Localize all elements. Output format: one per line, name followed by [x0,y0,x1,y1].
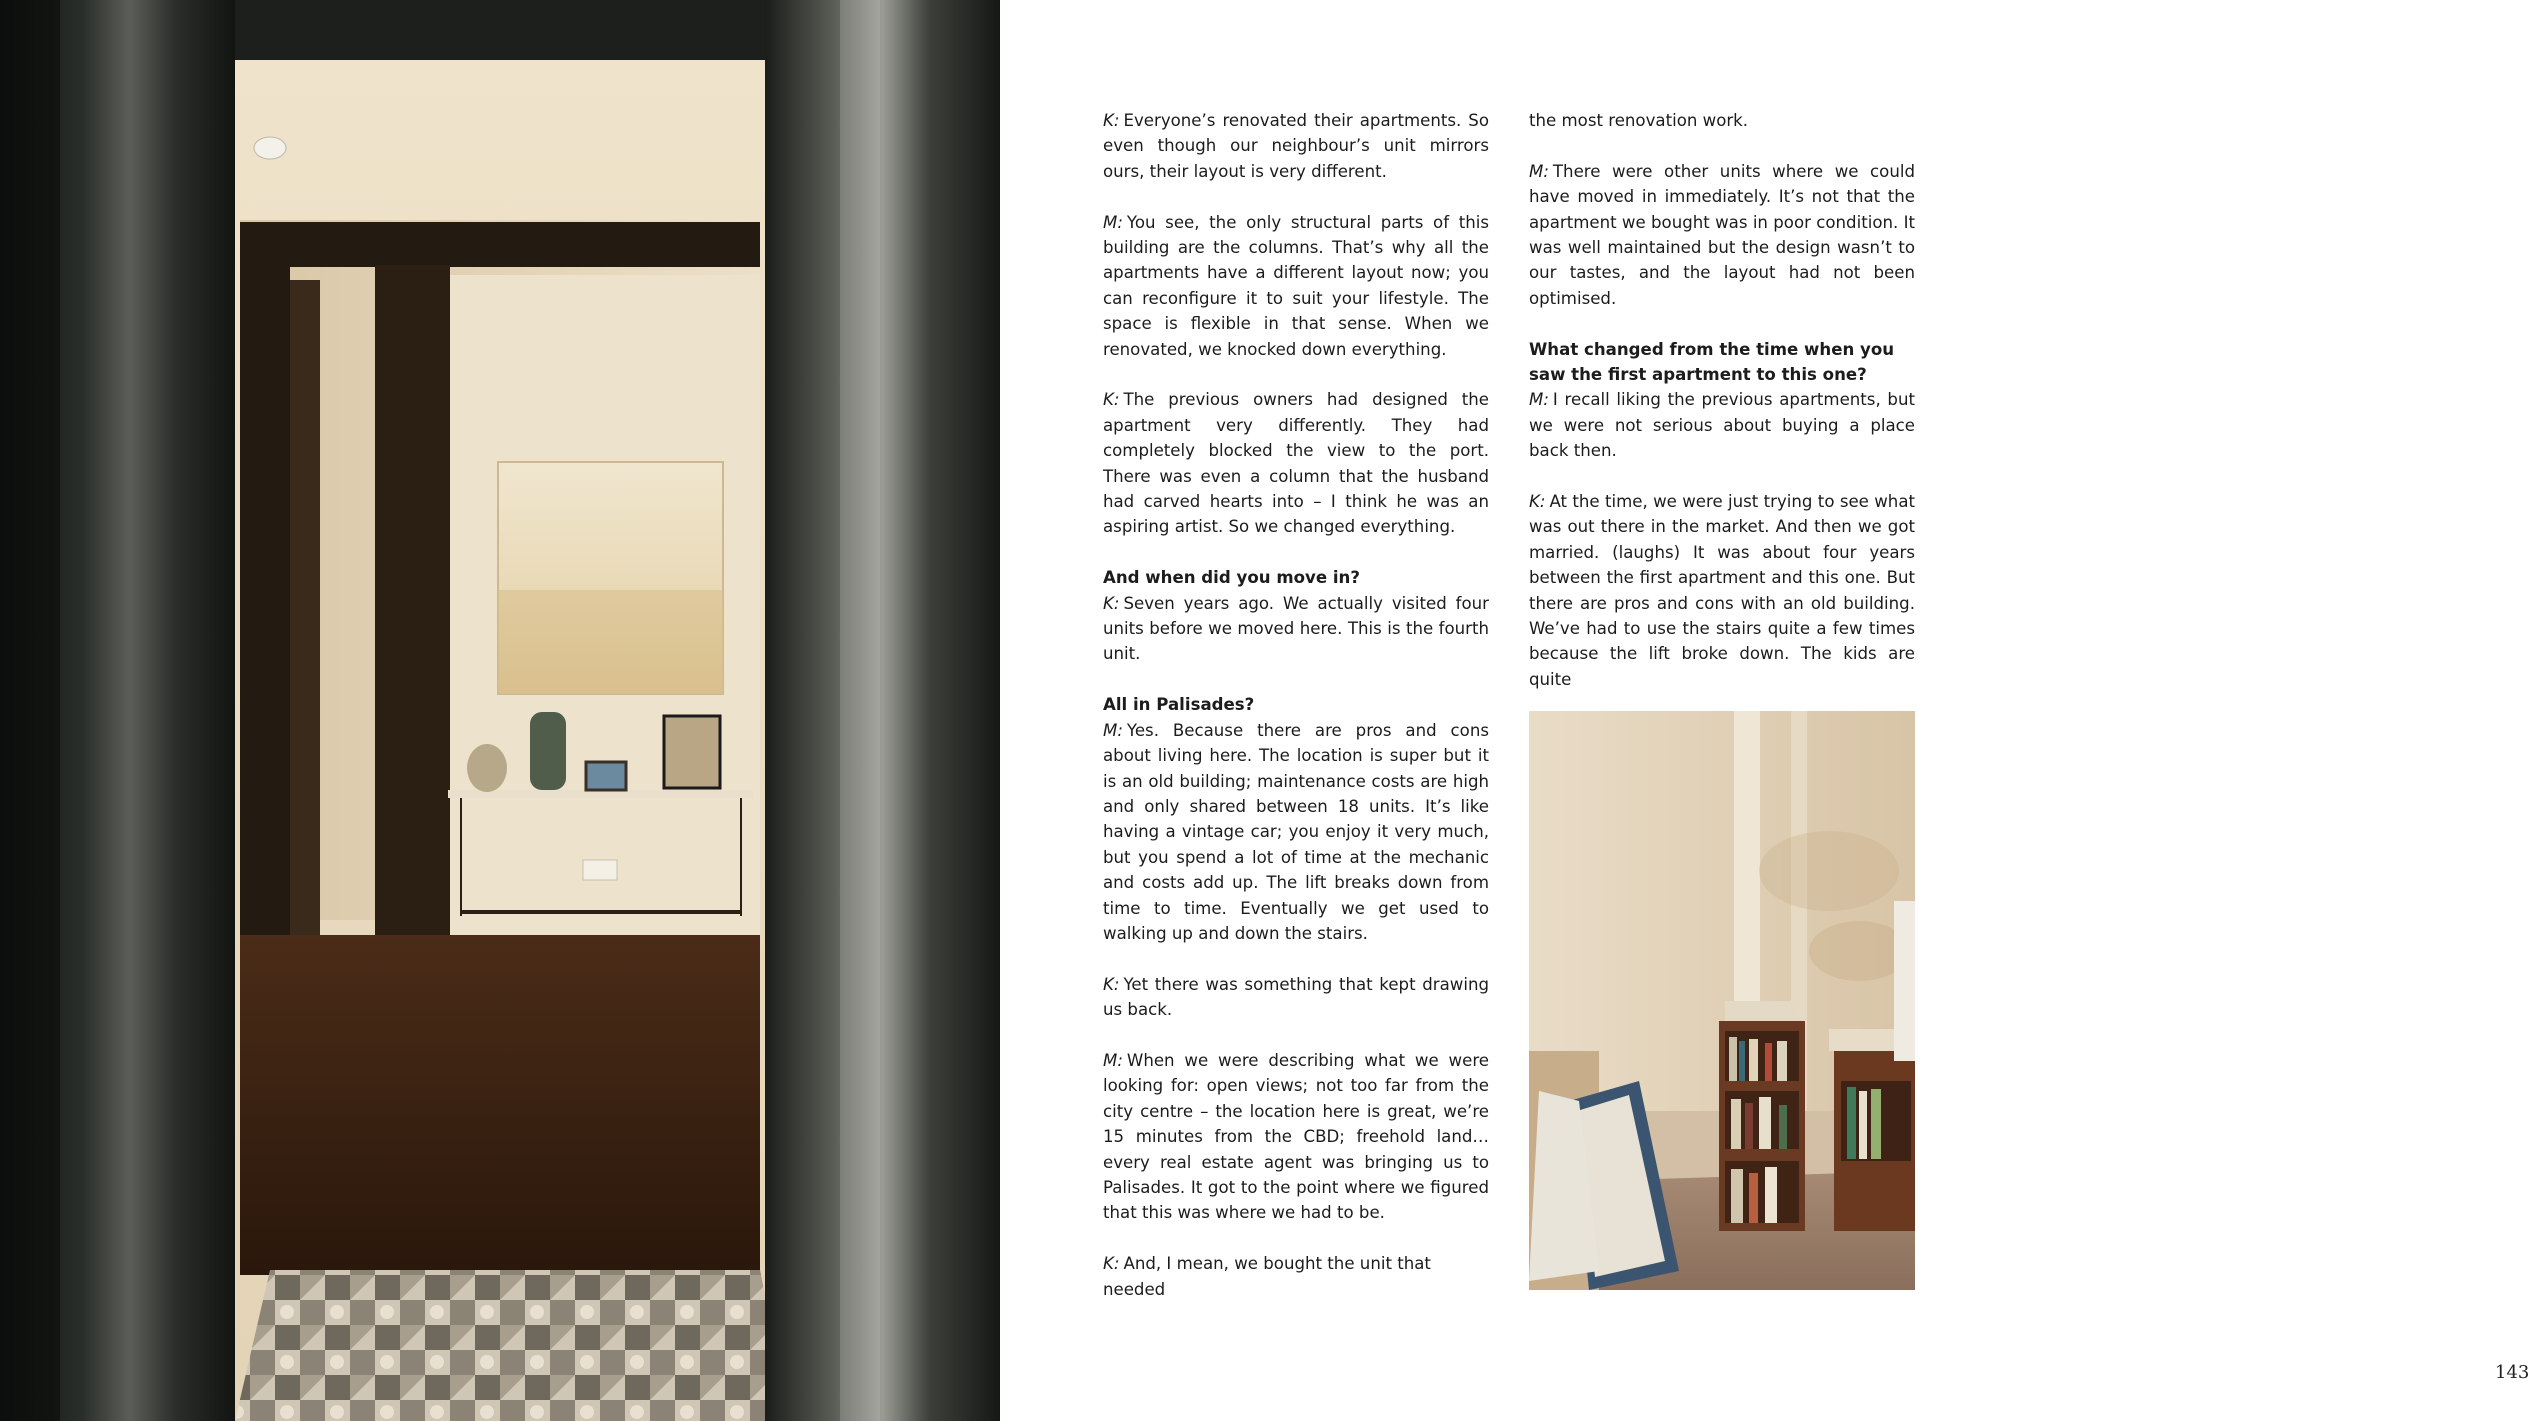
paragraph [1103,387,1489,539]
paragraph-text: I recall liking the previous apartments, but we were not serious about buying a place back then. [1529,390,1915,461]
speaker-label: K: [1103,111,1120,130]
left-page-photo [0,0,1000,1421]
paragraph-text: And, I mean, we bought the unit that needed [1103,1254,1431,1299]
paragraph-text: Seven years ago. We actually visited four units before we moved here. This is the fourth unit. [1103,593,1489,664]
paragraph-text: Yet there was something that kept drawing us back. [1103,974,1489,1020]
paragraph [1103,972,1489,1023]
speaker-label: K: [1103,390,1120,410]
paragraph [1529,387,1915,463]
text-column-left [1103,108,1489,1302]
speaker-label: M: [1103,1050,1123,1070]
speaker-label: K: [1103,593,1120,613]
hallway-photo-illustration [0,0,1000,1421]
speaker-label: K: [1103,974,1120,994]
speaker-label: M: [1529,161,1549,181]
paragraph-text: There were other units where we could have moved in immediately. It’s not that the apartment we bought was in poor condition. It was well maintained but the design wasn’t to our tastes, and the layout had not been optimised. [1529,161,1915,308]
paragraph-text: Yes. Because there are pros and cons about living here. The location is super but it is an old building; maintenance costs are high and only shared between 18 units. It’s like having a vintage car; you enjoy it very much, but you spend a lot of time at the mechanic and costs add up. The lift breaks down from time to time. Eventually we get used to walking up and down the stairs. [1103,720,1489,943]
paragraph-text: At the time, we were just trying to see what was out there in the market. And then we got married. (laughs) It was about four years between the first apartment and this one. But there are pros and cons with an old building. We’ve had to use the stairs quite a few times because the lift broke down. The kids are quite [1529,492,1915,689]
interview-question: And when did you move in? [1103,568,1360,588]
paragraph [1103,591,1489,667]
paragraph [1103,108,1489,184]
right-page [1000,0,2529,1421]
paragraph [1529,108,1915,133]
paragraph [1529,489,1915,692]
paragraph [1529,159,1915,311]
paragraph [1103,718,1489,947]
paragraph-text: Everyone’s renovated their apartments. So even though our neighbour’s unit mirrors ours, their layout is very different. [1103,111,1489,181]
paragraph-text: The previous owners had designed the apartment very differently. They had completely blocked the view to the port. There was even a column that the husband had carved hearts into – I think he was an aspiring artist. So we changed everything. [1103,390,1489,537]
bookcase-photo [1529,711,1915,1290]
speaker-label: M: [1529,390,1549,410]
speaker-label: K: [1529,492,1546,512]
interview-question: What changed from the time when you saw the first apartment to this one? [1529,339,1895,385]
paragraph [1103,210,1489,362]
page-number: 143 [2495,1362,2529,1383]
paragraph-text: the most renovation work. [1529,111,1749,130]
paragraph-text: You see, the only structural parts of this building are the columns. That’s why all the apartments have a different layout now; you can reconfigure it to suit your lifestyle. The space is flexible in that sense. When we renovated, we knocked down everything. [1103,212,1489,359]
speaker-label: M: [1103,720,1123,740]
speaker-label: M: [1103,212,1123,232]
paragraph [1103,1048,1489,1226]
text-column-right [1529,108,1915,692]
living-room-photo-illustration [1529,711,1915,1290]
speaker-label: K: [1103,1254,1120,1274]
interview-question: All in Palisades? [1103,695,1255,715]
paragraph [1103,1251,1489,1302]
paragraph-text: When we were describing what we were looking for: open views; not too far from the city centre – the location here is great, we’re 15 minutes from the CBD; freehold land… every real estate agent was bringing us to Palisades. It got to the point where we figured that this was where we had to be. [1103,1050,1489,1223]
